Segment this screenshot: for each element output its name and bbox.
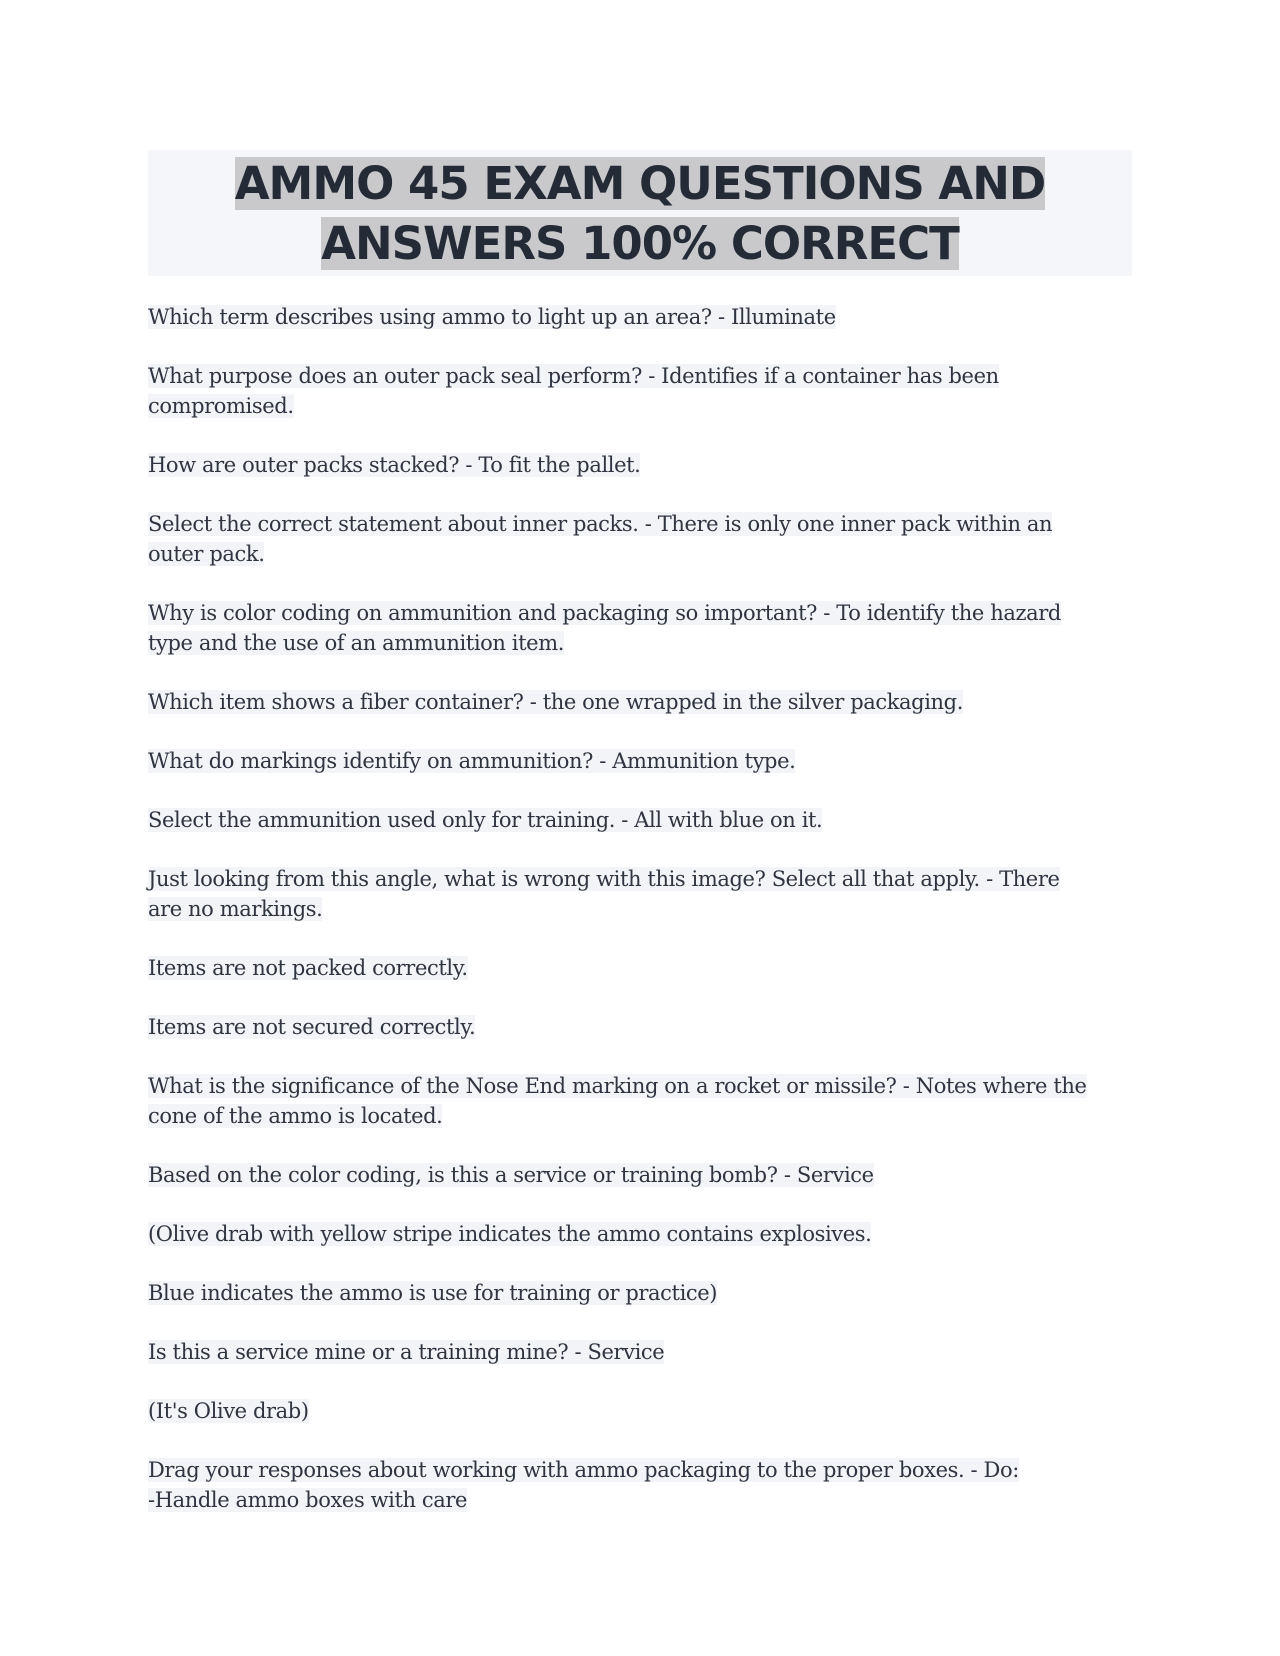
qa-line: Drag your responses about working with ammo packaging to the proper boxes. - Do: bbox=[148, 1458, 1019, 1482]
qa-line: Which item shows a fiber container? - the one wrapped in the silver packaging. bbox=[148, 690, 963, 714]
qa-paragraph bbox=[148, 687, 1132, 717]
title-line-1: AMMO 45 EXAM QUESTIONS AND bbox=[234, 157, 1046, 210]
qa-paragraph bbox=[148, 509, 1132, 569]
qa-line: Items are not packed correctly. bbox=[148, 956, 468, 980]
document-title bbox=[148, 150, 1132, 276]
qa-line: Which term describes using ammo to light up an area? - Illuminate bbox=[148, 305, 836, 329]
qa-paragraph bbox=[148, 746, 1132, 776]
qa-paragraph bbox=[148, 1071, 1132, 1131]
qa-paragraph bbox=[148, 953, 1132, 983]
qa-line: (Olive drab with yellow stripe indicates the ammo contains explosives. bbox=[148, 1222, 872, 1246]
qa-paragraph bbox=[148, 1012, 1132, 1042]
qa-line: outer pack. bbox=[148, 542, 265, 566]
qa-paragraph bbox=[148, 864, 1132, 924]
title-line-2: ANSWERS 100% CORRECT bbox=[321, 217, 959, 270]
qa-paragraph bbox=[148, 1219, 1132, 1249]
qa-line: Why is color coding on ammunition and packaging so important? - To identify the hazard bbox=[148, 601, 1061, 625]
qa-list bbox=[148, 302, 1132, 1515]
qa-paragraph bbox=[148, 1278, 1132, 1308]
qa-line: are no markings. bbox=[148, 897, 323, 921]
qa-line: How are outer packs stacked? - To fit the pallet. bbox=[148, 453, 641, 477]
qa-line: Blue indicates the ammo is use for training or practice) bbox=[148, 1281, 718, 1305]
qa-paragraph bbox=[148, 598, 1132, 658]
qa-paragraph bbox=[148, 805, 1132, 835]
qa-line: Select the correct statement about inner packs. - There is only one inner pack within an bbox=[148, 512, 1053, 536]
qa-line: Just looking from this angle, what is wrong with this image? Select all that apply. - There bbox=[148, 867, 1060, 891]
qa-line: -Handle ammo boxes with care bbox=[148, 1488, 468, 1512]
qa-line: What is the significance of the Nose End marking on a rocket or missile? - Notes where the bbox=[148, 1074, 1087, 1098]
qa-paragraph bbox=[148, 1337, 1132, 1367]
qa-line: type and the use of an ammunition item. bbox=[148, 631, 564, 655]
qa-paragraph bbox=[148, 1455, 1132, 1515]
qa-line: compromised. bbox=[148, 394, 294, 418]
qa-line: cone of the ammo is located. bbox=[148, 1104, 443, 1128]
qa-line: Based on the color coding, is this a service or training bomb? - Service bbox=[148, 1163, 874, 1187]
qa-line: Is this a service mine or a training mine? - Service bbox=[148, 1340, 665, 1364]
qa-paragraph bbox=[148, 361, 1132, 421]
qa-paragraph bbox=[148, 1160, 1132, 1190]
qa-line: (It's Olive drab) bbox=[148, 1399, 309, 1423]
qa-paragraph bbox=[148, 450, 1132, 480]
qa-paragraph bbox=[148, 302, 1132, 332]
qa-paragraph bbox=[148, 1396, 1132, 1426]
document-page bbox=[148, 150, 1132, 1544]
qa-line: What do markings identify on ammunition? - Ammunition type. bbox=[148, 749, 796, 773]
qa-line: What purpose does an outer pack seal perform? - Identifies if a container has been bbox=[148, 364, 999, 388]
qa-line: Items are not secured correctly. bbox=[148, 1015, 476, 1039]
qa-line: Select the ammunition used only for training. - All with blue on it. bbox=[148, 808, 823, 832]
